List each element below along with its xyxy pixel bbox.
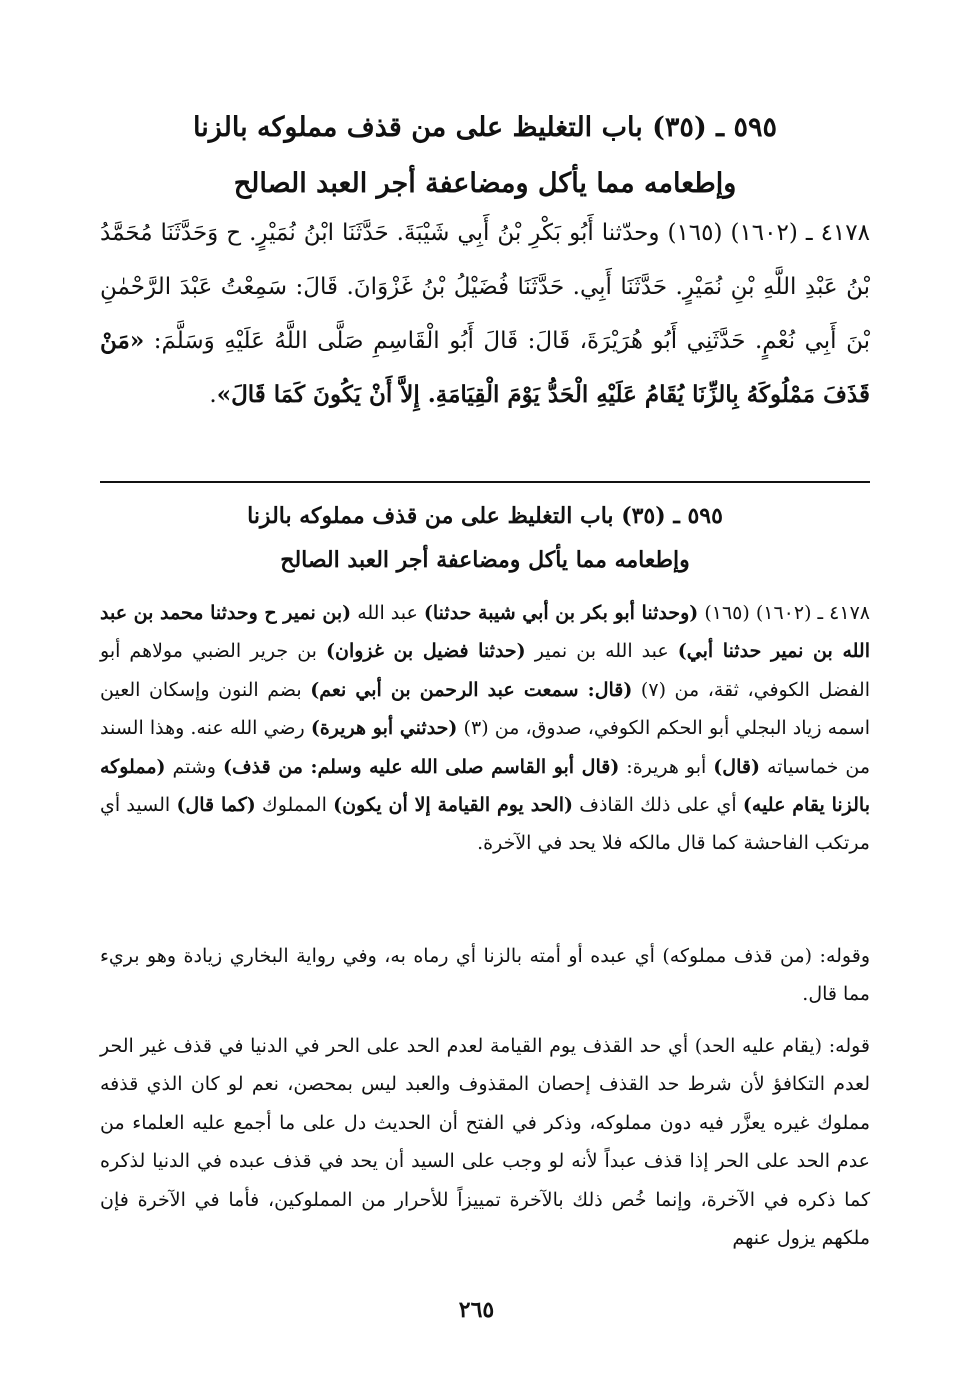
commentary-heading-line-1: ٥٩٥ ـ (٣٥) باب التغليظ على من قذف مملوكه بالزنا: [247, 503, 723, 529]
commentary-quoted-text: (قال أبو القاسم صلى الله عليه وسلم: من قذف): [222, 755, 620, 778]
commentary-text: المملوك: [255, 794, 334, 817]
commentary-heading: [100, 494, 870, 582]
commentary-quoted-text: (حدثنا فضيل بن غزوان): [326, 640, 526, 663]
commentary-quoted-text: (الحد يوم القيامة إلا أن يكون): [333, 794, 573, 817]
commentary-text: وشتم: [165, 755, 223, 778]
commentary-text: بن جرير الضبي مولاهم أبو الفضل الكوفي، ثقة، من (٧): [100, 640, 870, 701]
commentary-quoted-text: (حدثني أبو هريرة): [310, 717, 458, 740]
commentary-paragraph-1: [100, 594, 870, 863]
chapter-heading-line-2: وإطعامه مما يأكل ومضاعفة أجر العبد الصالح: [233, 168, 737, 199]
page-number: ٢٦٥: [458, 1297, 495, 1323]
commentary-quoted-text: (قال: سمعت عبد الرحمن بن أبي نعم): [310, 678, 633, 701]
commentary-heading-line-2: وإطعامه مما يأكل ومضاعفة أجر العبد الصالح: [280, 547, 690, 573]
commentary-quoted-text: (وحدثنا أبو بكر بن أبي شيبة حدثنا): [423, 602, 699, 624]
hadith-end: .: [209, 382, 217, 408]
chapter-heading-line-1: ٥٩٥ ـ (٣٥) باب التغليظ على من قذف مملوكه بالزنا: [193, 112, 777, 143]
section-divider: [100, 481, 870, 483]
commentary-quoted-text: (قال): [713, 755, 760, 778]
chapter-heading: [100, 100, 870, 212]
commentary-quoted-text: (بن نمير ح وحدثنا محمد بن عبد الله بن نمير حدثنا أبي): [100, 602, 870, 663]
commentary-text: بضم النون وإسكان العين اسمه زياد البجلي أبو الحكم الكوفي، صدوق، من (٣): [100, 678, 871, 740]
commentary-text: عبد الله بن نمير: [525, 640, 678, 663]
commentary-paragraph-3: قوله: (يقام عليه الحد) أي حد القذف يوم القيامة لعدم الحد على الحر في الدنيا في قذف غير الحر لعدم التكافؤ لأن شرط حد القذف إحصان المقذوف والعبد ليس بمحصن، نعم لو كان الذي قذفه مملوك غيره يعزَّر فيه دون مملوكه، وذكر في الفتح أن الحديث دل على ما أجمع عليه العلماء من عدم الحد على الحر إذا قذف عبداً لأنه لو وجب على السيد أن يحد في قذف عبده في الدنيا لذكره كما ذكره في الآخرة، وإنما خُص ذلك بالآخرة تمييزاً للأحرار من المملوكين، فأما في الآخرة فإن ملكهم يزول عنهم: [100, 1035, 870, 1250]
hadith-matn: «مَنْ قَذَفَ مَمْلُوكَهُ بِالزِّنَا يُقَامُ عَلَيْهِ الْحَدُّ يَوْمَ الْقِيَامَةِ. إِلاَّ أَنْ يَكُونَ كَمَا قَالَ»: [100, 327, 870, 408]
commentary-text: ٤١٧٨ ـ (١٦٠٢) (١٦٥): [698, 602, 870, 624]
commentary-text: أبو هريرة:: [619, 755, 714, 778]
commentary-quoted-text: (مملوكه بالزنا يقام عليه): [100, 755, 871, 817]
commentary-text: عبد الله: [351, 602, 424, 624]
hadith-isnad: ٤١٧٨ ـ (١٦٠٢) (١٦٥) وحدّثنا أَبُو بَكْرِ بْنُ أَبِي شَيْبَةَ. حَدَّثَنَا ابْنُ نُمَيْرٍ. ح وَحَدَّثَنَا مُحَمَّدُ بْنُ عَبْدِ اللَّهِ بْنِ نُمَيْرٍ. حَدَّثَنَا أَبِي. حَدَّثَنَا فُضَيْلُ بْنُ غَزْوَانَ. قَالَ: سَمِعْتُ عَبْدَ الرَّحْمٰنِ بْنَ أَبِي نُعْمٍ. حَدَّثَنِي أَبُو هُرَيْرَةَ، قَالَ: قَالَ أَبُو الْقَاسِمِ صَلَّى اللَّهُ عَلَيْهِ وَسَلَّمَ:: [100, 220, 870, 354]
commentary-text: السيد أي مرتكب الفاحشة كما قال مالكه فلا يحد في الآخرة.: [100, 794, 870, 855]
commentary-text: رضي الله عنه. وهذا السند من خماسياته: [100, 717, 871, 778]
hadith-text: [100, 206, 870, 422]
commentary-paragraph-2: وقوله: (من قذف مملوكه) أي عبده أو أمته بالزنا أي رماه به، وفي رواية البخاري زيادة وهو بريء مما قال.: [100, 945, 870, 1006]
commentary-quoted-text: (كما قال): [176, 794, 256, 817]
commentary-text: أي على ذلك القاذف: [573, 794, 743, 817]
